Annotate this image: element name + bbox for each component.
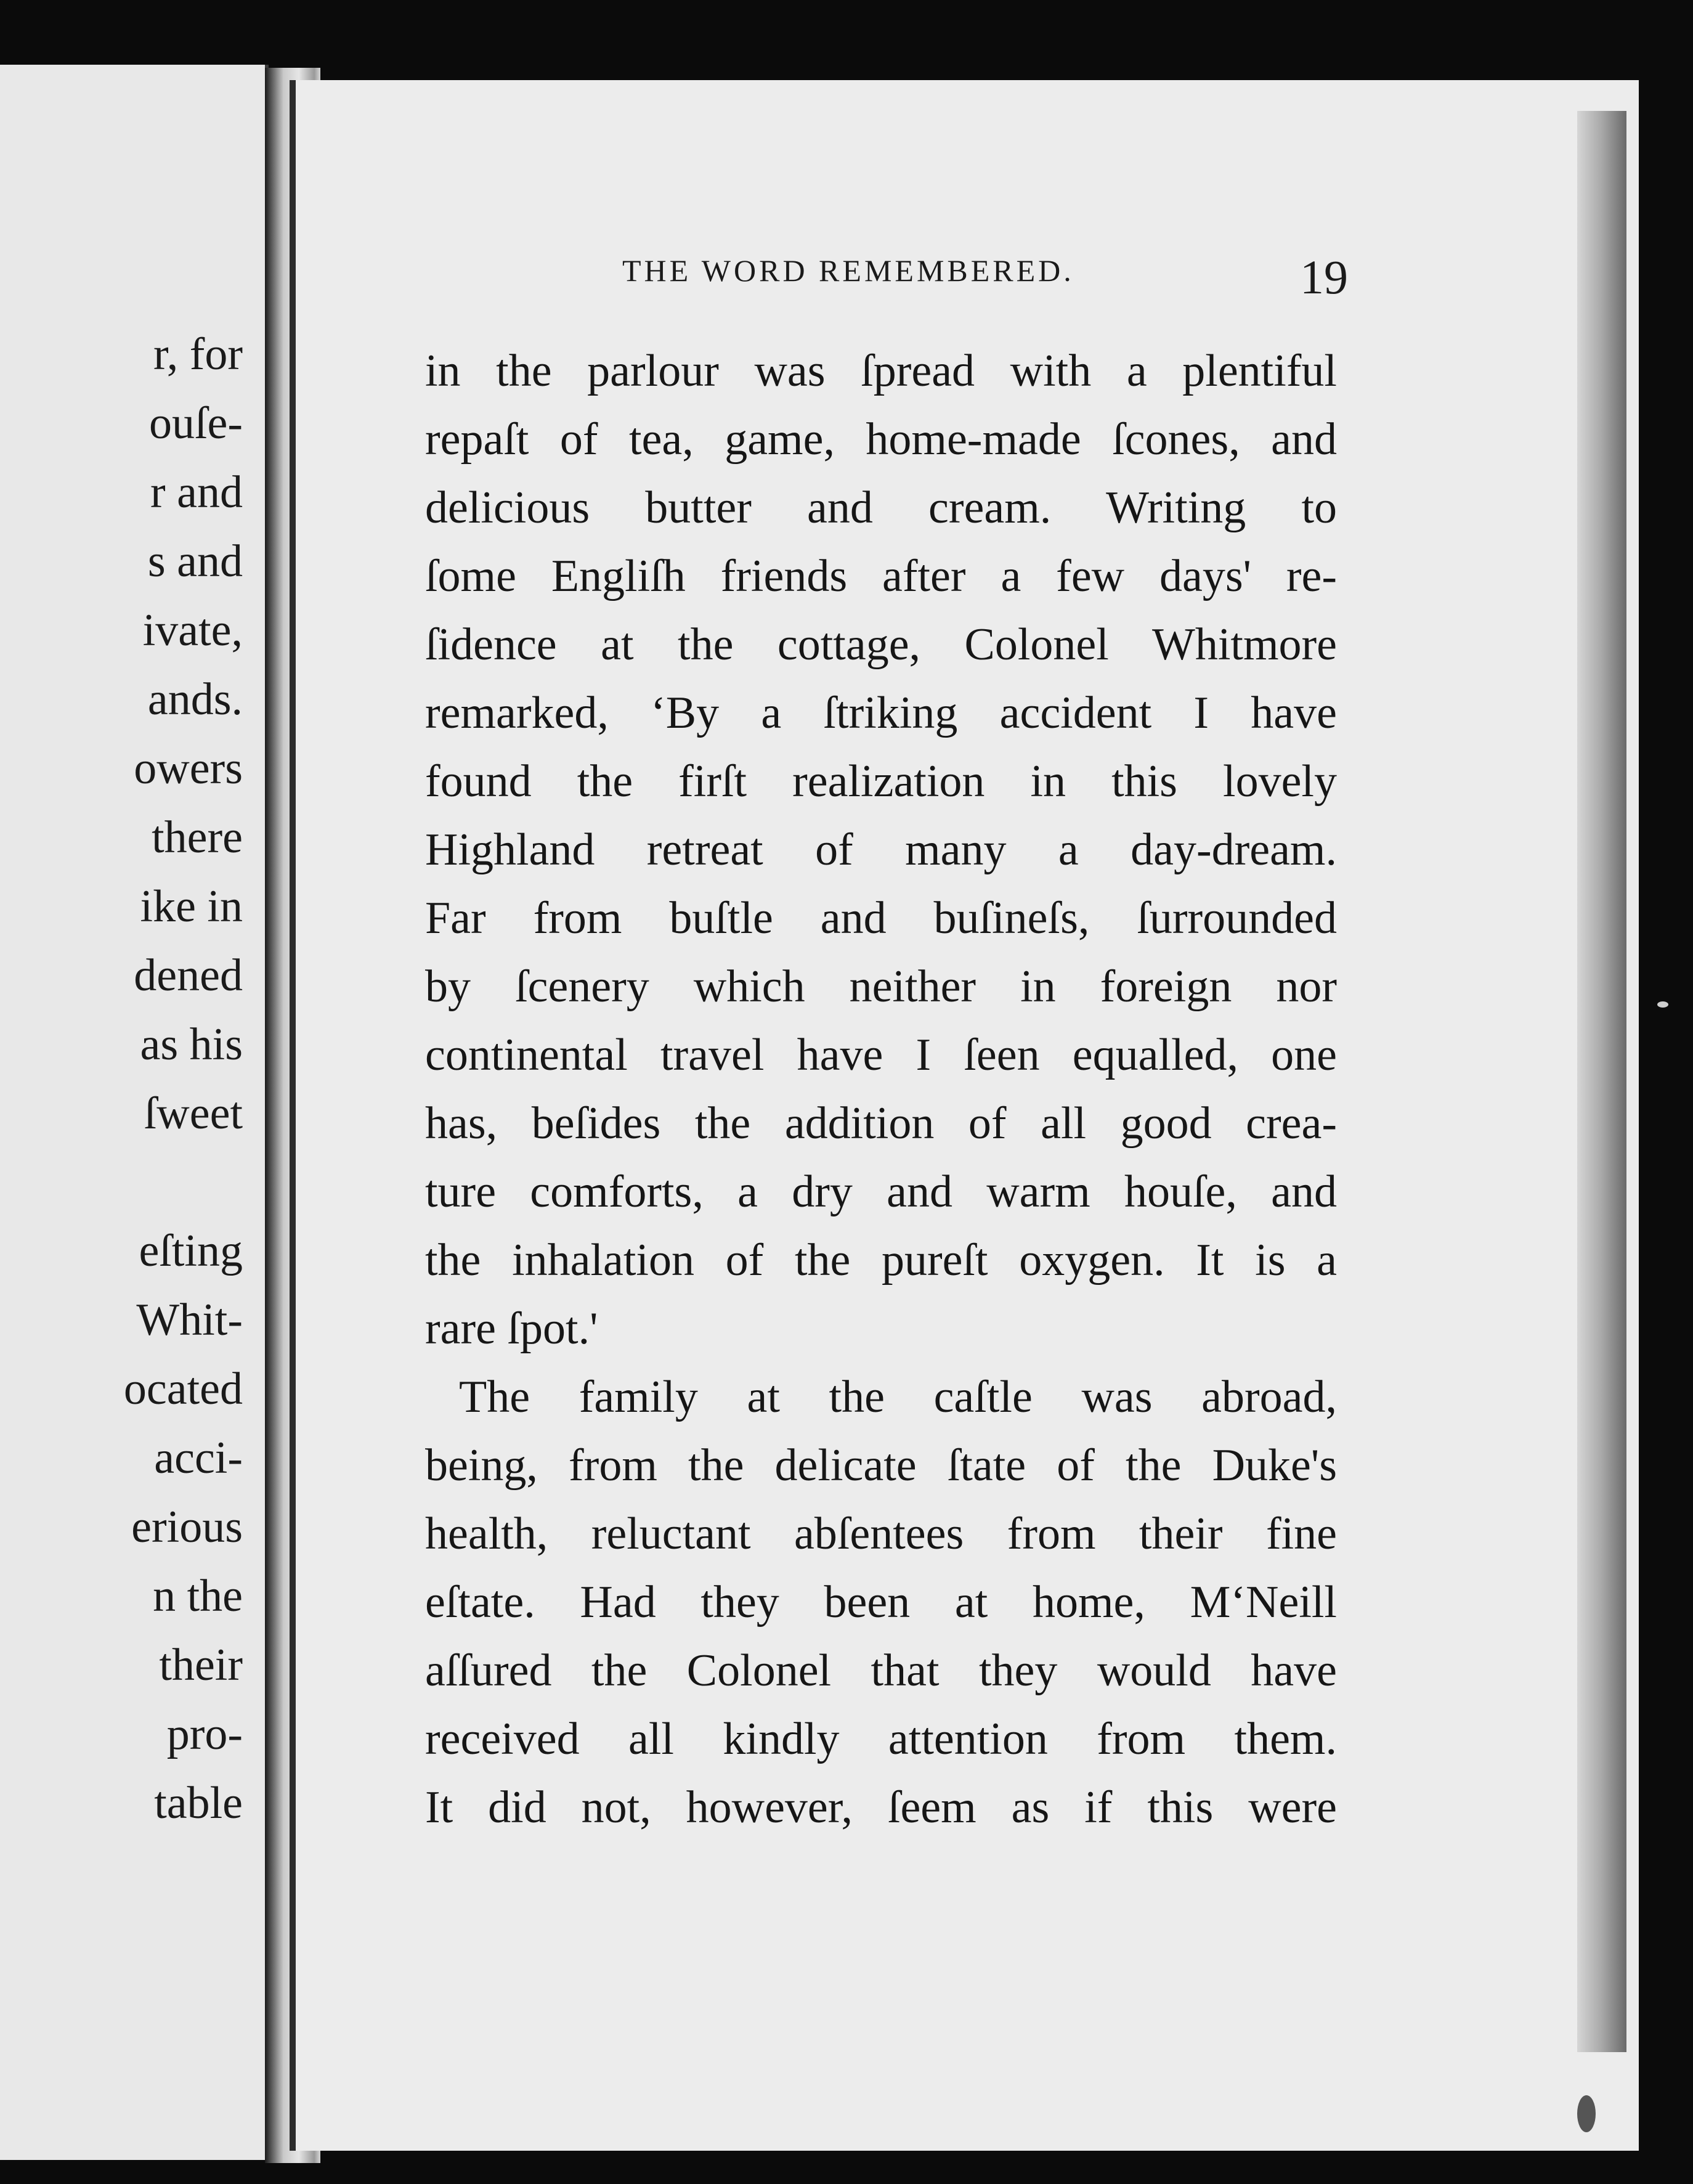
left-page-fragment: ocated — [123, 1364, 243, 1414]
text-line: ſidence at the cottage, Colonel Whitmore — [425, 619, 1337, 670]
left-page-fragment: dened — [134, 950, 243, 1001]
running-title: THE WORD REMEMBERED. — [622, 253, 1074, 288]
text-line: delicious butter and cream. Writing to — [425, 483, 1337, 533]
text-line: aſſured the Colonel that they would have — [425, 1645, 1337, 1696]
text-line: has, beſides the addition of all good crea- — [425, 1098, 1337, 1149]
page-edge — [1577, 111, 1626, 2052]
text-line: It did not, however, ſeem as if this were — [425, 1782, 1337, 1833]
left-page-fragment: eſting — [139, 1226, 243, 1276]
left-page-fragment: table — [154, 1778, 243, 1828]
left-page-fragment: there — [152, 812, 243, 863]
left-page-fragment: ſweet — [144, 1088, 243, 1139]
text-line: Highland retreat of many a day-dream. — [425, 825, 1337, 875]
dust-speck — [1577, 2095, 1596, 2132]
text-line: received all kindly attention from them. — [425, 1714, 1337, 1764]
text-line: continental travel have I ſeen equalled, one — [425, 1030, 1337, 1080]
text-line: health, reluctant abſentees from their fine — [425, 1509, 1337, 1559]
left-page-fragment: owers — [134, 743, 243, 794]
dust-speck — [1657, 1001, 1668, 1008]
left-page-fragment: acci- — [154, 1433, 243, 1483]
left-page-fragment: r, for — [153, 329, 243, 380]
text-line: found the firſt realization in this lovely — [425, 756, 1337, 807]
left-page-fragment: r and — [150, 467, 243, 518]
text-line: being, from the delicate ſtate of the Duke's — [425, 1440, 1337, 1491]
text-line: Far from buſtle and buſineſs, ſurrounded — [425, 893, 1337, 943]
left-page-fragment: Whit- — [136, 1295, 243, 1345]
left-page-fragment: ivate, — [142, 605, 243, 656]
left-page-fragment: as his — [140, 1019, 243, 1070]
text-line: repaſt of tea, game, home-made ſcones, and — [425, 414, 1337, 465]
text-line: remarked, ‘By a ſtriking accident I have — [425, 688, 1337, 738]
text-line: rare ſpot.' — [425, 1303, 598, 1354]
text-line: the inhalation of the pureſt oxygen. It is a — [425, 1235, 1337, 1286]
text-line: by ſcenery which neither in foreign nor — [425, 961, 1337, 1012]
left-page — [0, 65, 269, 2160]
text-line: The family at the caſtle was abroad, — [459, 1372, 1337, 1422]
left-page-fragment: pro- — [166, 1709, 243, 1759]
text-line: ſome Engliſh friends after a few days' re- — [425, 551, 1337, 601]
left-page-fragment: their — [159, 1640, 243, 1690]
text-line: eſtate. Had they been at home, M‘Neill — [425, 1577, 1337, 1628]
left-page-fragment: ouſe- — [148, 398, 243, 449]
text-line: ture comforts, a dry and warm houſe, and — [425, 1167, 1337, 1217]
left-page-fragment: s and — [147, 536, 243, 587]
left-page-fragment: erious — [131, 1502, 243, 1552]
text-line: in the parlour was ſpread with a plentiful — [425, 346, 1337, 396]
page-number: 19 — [1300, 250, 1348, 304]
left-page-fragment: ike in — [140, 881, 243, 932]
left-page-fragment: ands. — [147, 674, 243, 725]
left-page-fragment: n the — [153, 1571, 243, 1621]
